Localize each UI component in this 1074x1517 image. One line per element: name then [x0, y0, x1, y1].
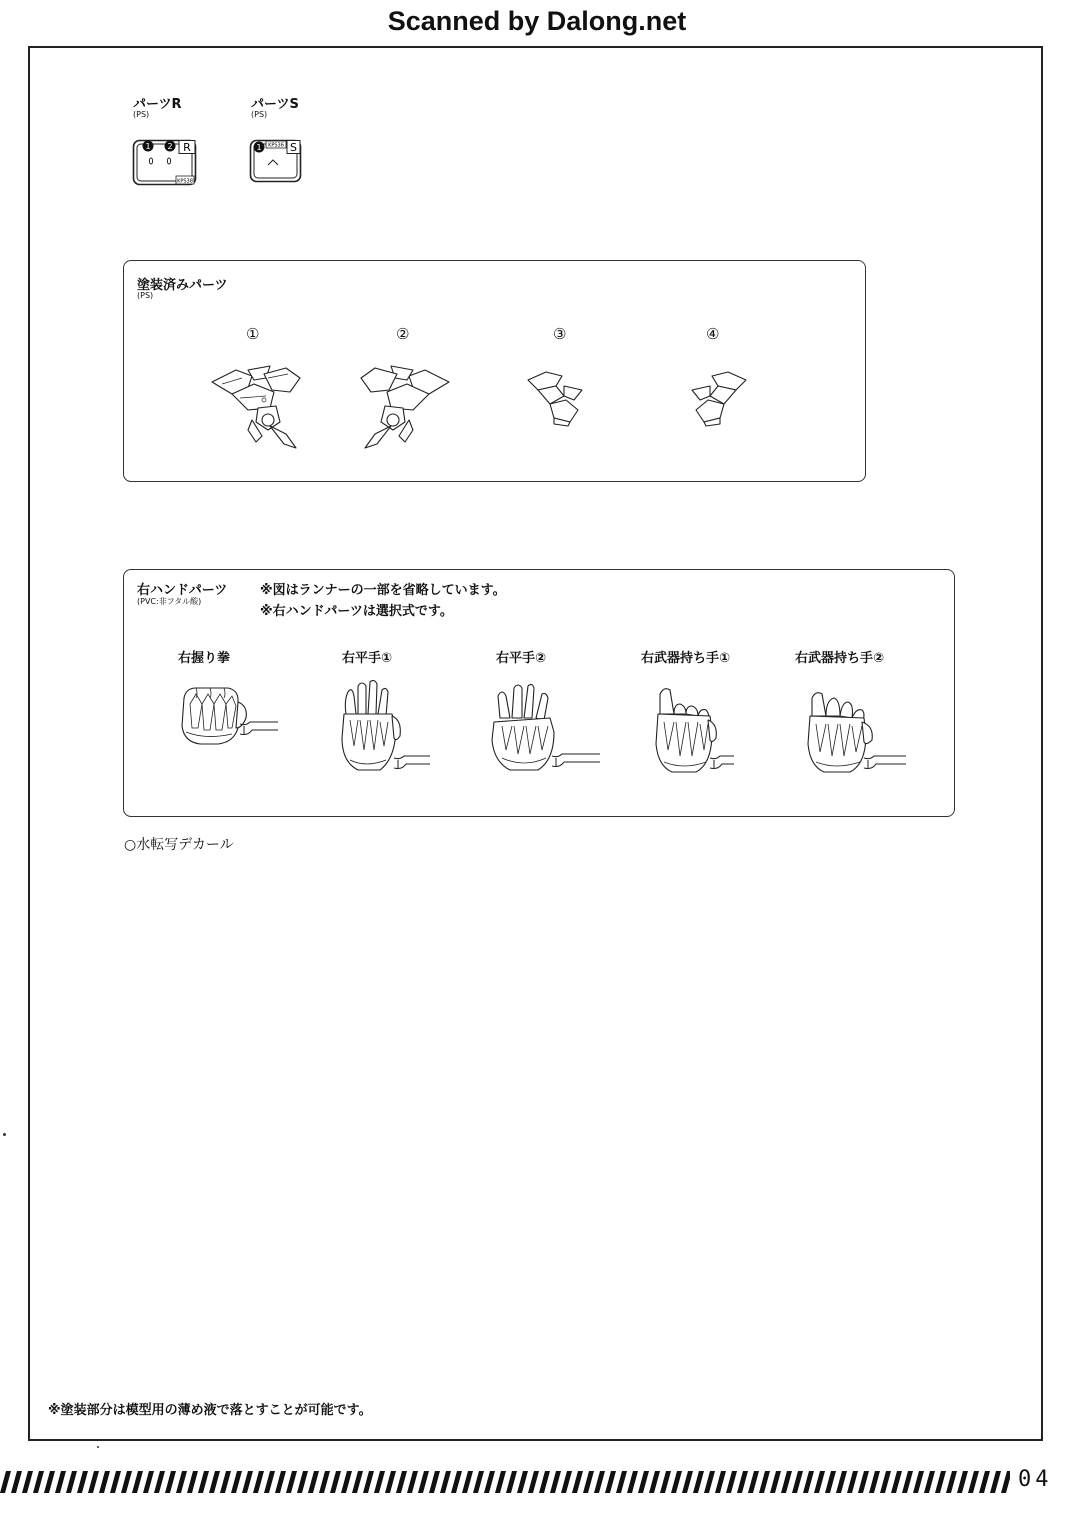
painted-parts-material: (PS): [137, 291, 154, 300]
painted-part-3-illustration: [524, 370, 588, 428]
runner-omitted-note: ※図はランナーの一部を省略しています。: [260, 583, 506, 598]
paint-removal-note: ※塗装部分は模型用の薄め液で落とすことが可能です。: [48, 1403, 372, 1418]
runner-r-gate-2: 2: [167, 142, 173, 151]
hazard-stripe-band: [0, 1471, 1010, 1493]
runner-r-code: R: [183, 141, 191, 154]
hand-label-flat-2: 右平手②: [496, 651, 547, 666]
water-slide-decal-label: ○水転写デカール: [124, 837, 234, 853]
runner-r-tag: KPS38: [177, 178, 193, 185]
runner-s-label: パーツS: [251, 97, 299, 112]
painted-part-4-illustration: [686, 370, 750, 428]
painted-part-number-2: ②: [396, 325, 410, 343]
hand-parts-title: 右ハンドパーツ: [137, 583, 228, 598]
runner-r-material: (PS): [133, 110, 150, 119]
painted-part-number-3: ③: [553, 325, 567, 343]
hand-selectable-note: ※右ハンドパーツは選択式です。: [260, 604, 453, 619]
hand-weapon-1-illustration: [654, 684, 736, 774]
hand-fist-illustration: [176, 684, 280, 748]
painted-parts-title: 塗装済みパーツ: [137, 278, 228, 293]
runner-s-tag: KPS36: [268, 142, 284, 149]
runner-r-diagram: [132, 137, 198, 187]
runner-s-diagram: [249, 137, 303, 184]
hand-flat-2-illustration: [490, 682, 602, 774]
hand-label-weapon-1: 右武器持ち手①: [641, 651, 731, 666]
painted-part-number-4: ④: [706, 325, 720, 343]
hand-label-fist: 右握り拳: [178, 651, 231, 666]
hand-flat-1-illustration: [336, 680, 432, 774]
scan-speck: [97, 1446, 99, 1448]
scan-speck: [3, 1133, 6, 1136]
runner-s-material: (PS): [251, 110, 268, 119]
page-number: 04: [1018, 1467, 1053, 1492]
hand-parts-material: (PVC:非フタル酸): [137, 597, 202, 606]
runner-s-gate-1: 1: [256, 143, 262, 152]
runner-r-gate-1: 1: [145, 142, 151, 151]
hand-label-weapon-2: 右武器持ち手②: [795, 651, 885, 666]
painted-part-1-illustration: [208, 364, 306, 452]
hand-weapon-2-illustration: [804, 686, 908, 774]
scan-credit-header: Scanned by Dalong.net: [387, 6, 687, 36]
runner-s-code: S: [290, 141, 297, 154]
painted-part-2-illustration: [355, 364, 453, 452]
runner-r-label: パーツR: [133, 97, 182, 112]
hand-label-flat-1: 右平手①: [342, 651, 393, 666]
painted-part-number-1: ①: [246, 325, 260, 343]
